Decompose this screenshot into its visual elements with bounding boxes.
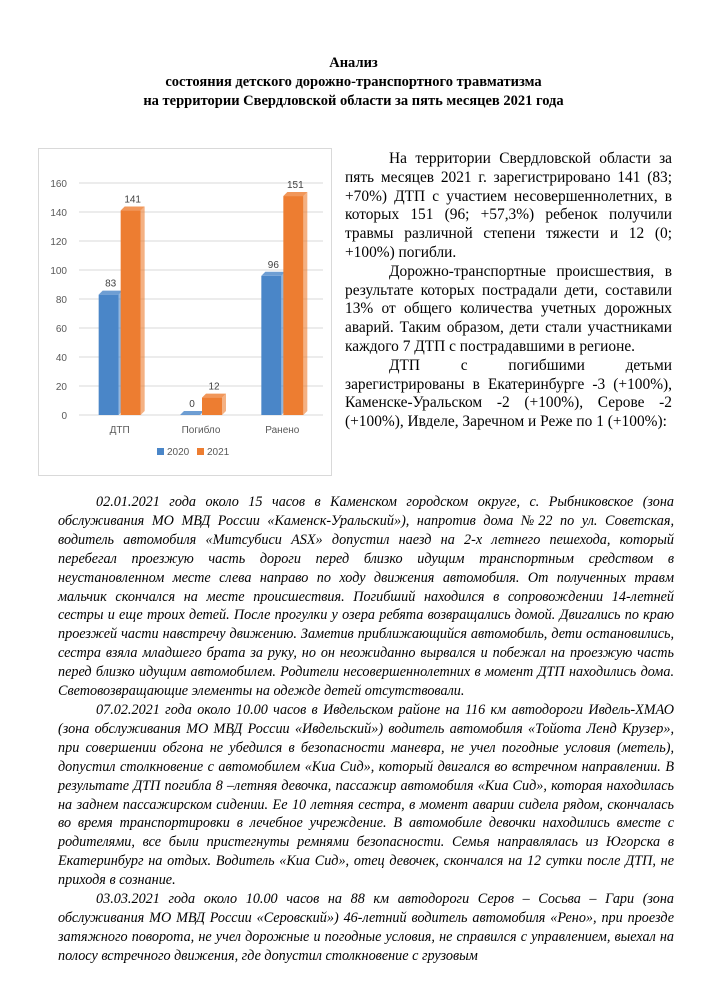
bar-top <box>99 291 123 295</box>
data-label: 141 <box>124 194 142 206</box>
incident-paragraph-2: 07.02.2021 года около 10.00 часов в Ивдельском районе на 116 км автодороги Ивдель-ХМАО (зона обслуживания МО МВД России «Ивдельский») водитель автомобиля «Тойота Ленд Крузер», при совершении обгона не убедился в безопасности маневра, не учел погодные условия (метель), допустил столкновение с автомобилем «Киа Сид», который двигался во встречном направлении. В результате ДТП погибла 8 –летняя девочка, пассажир автомобиля «Киа Сид», которая находилась на заднем пассажирском сидении. Ее 10 летняя сестра, в момент аварии сидела рядом, скончалась во время транспортировки в лечебное учреждение. В автомобиле девочки находились вместе с родителями, все были пристегнуты ремнями безопасности. Семья направлялась из Югорска в Екатеринбург на отдых. Водитель «Киа Сид», отец девочек, скончался на 12 сутки после ДТП, не приходя в сознание. <box>58 701 674 889</box>
y-tick-label: 60 <box>55 324 67 335</box>
legend-swatch <box>197 448 204 455</box>
data-label: 83 <box>105 278 117 290</box>
bar-top <box>121 207 145 211</box>
x-tick-label: Ранено <box>265 425 300 436</box>
y-tick-label: 100 <box>50 266 67 277</box>
chart-canvas <box>39 149 331 475</box>
summary-text <box>345 150 672 432</box>
y-tick-label: 160 <box>50 179 67 190</box>
bar-side <box>303 192 307 415</box>
bar <box>202 398 222 415</box>
bar-chart <box>38 148 332 476</box>
summary-paragraph-3: ДТП с погибшими детьми зарегистрированы в Екатеринбурге -3 (+100%), Каменске-Уральском -2 (+100%), Серове -2 (+100%), Ивделе, Заречном и Реже по 1 (+100%): <box>345 356 672 431</box>
title-line-2: состояния детского дорожно-транспортного травматизма <box>165 74 542 90</box>
data-label: 96 <box>267 259 279 271</box>
data-label: 0 <box>189 399 195 410</box>
title-line-3: на территории Свердловской области за пять месяцев 2021 года <box>143 93 564 109</box>
data-label: 151 <box>286 180 304 192</box>
bar <box>261 276 281 415</box>
x-tick-label: ДТП <box>109 425 130 436</box>
data-label: 12 <box>208 381 220 393</box>
y-tick-label: 140 <box>50 208 67 219</box>
y-tick-label: 80 <box>55 295 67 306</box>
summary-paragraph-2: Дорожно-транспортные происшествия, в результате которых пострадали дети, составили 13% от общего количества учетных дорожных аварий. Таким образом, дети стали участниками каждого 7 ДТП с пострадавшими в регионе. <box>345 262 672 355</box>
legend-swatch <box>157 448 164 455</box>
bar-top <box>283 192 307 196</box>
x-tick-label: Погибло <box>181 425 221 436</box>
y-tick-label: 40 <box>55 353 67 364</box>
y-tick-label: 0 <box>61 411 67 422</box>
legend-label: 2020 <box>167 447 190 458</box>
incident-descriptions <box>58 493 674 966</box>
y-tick-label: 20 <box>55 382 67 393</box>
incident-paragraph-1: 02.01.2021 года около 15 часов в Каменском городском округе, с. Рыбниковское (зона обслуживания МО МВД России «Каменск-Уральский»), напротив дома №22 по ул. Советская, водитель автомобиля «Митсубиси ASX» допустил наезд на 2-х летнего пешехода, который перебегал проезжую часть дороги перед близко идущим транспортным средством в неустановленном месте слева направо по ходу движения автомобиля. От полученных травм мальчик скончался на месте происшествия. Погибший находился в сопровождении 14-летней сестры и еще троих детей. После прогулки у озера ребята возвращались домой. Двигались по краю проезжей части навстречу движению. Заметив приближающийся автомобиль, дети остановились, сестра взяла младшего брата за руку, но он неожиданно вырвался и побежал на проезжую часть перед близко идущим автомобилем. Родители несовершеннолетних в момент ДТП находились дома. Световозвращающие элементы на одежде детей отсутствовали. <box>58 494 674 700</box>
title-line-1: Анализ <box>329 55 378 71</box>
legend-label: 2021 <box>207 447 230 458</box>
bar <box>121 211 141 415</box>
bar-top <box>202 394 226 398</box>
page-title <box>0 54 707 111</box>
bar-side <box>141 207 145 415</box>
summary-paragraph-1: На территории Свердловской области за пять месяцев 2021 г. зарегистрировано 141 (83; +70%) ДТП с участием несовершеннолетних, в которых 151 (96; +57,3%) ребенок получили травмы различной степени тяжести и 12 (0; +100%) погибли. <box>345 150 672 261</box>
y-tick-label: 120 <box>50 237 67 248</box>
bar-top <box>180 411 204 415</box>
incident-paragraph-3: 03.03.2021 года около 10.00 часов на 88 км автодороги Серов – Сосьва – Гари (зона обслуживания МО МВД России «Серовский») 46-летний водитель автомобиля «Рено», при проезде затяжного поворота, не учел дорожные и погодные условия, не справился с управлением, выехал на полосу встречного движения, где допустил столкновение с грузовым <box>58 891 674 964</box>
bar-top <box>261 272 285 276</box>
bar <box>99 295 119 415</box>
bar <box>283 196 303 415</box>
